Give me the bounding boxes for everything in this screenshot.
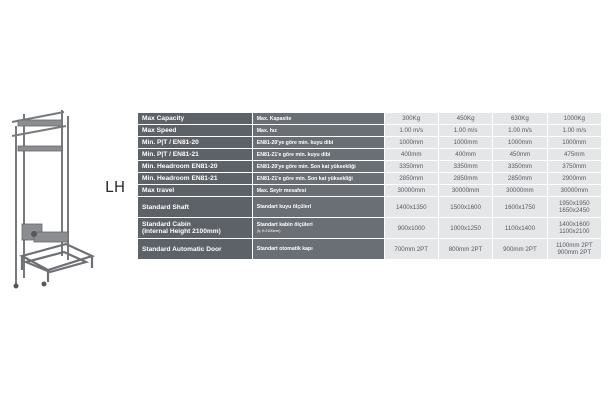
value-cell: 2900mm — [548, 173, 601, 184]
value-cell: 1000x1250 — [439, 218, 492, 238]
row-label-tr: Max. Kapasite — [253, 113, 384, 124]
row-label-en — [138, 218, 252, 238]
value-cell: 1000mm — [385, 137, 438, 148]
value-cell: 1.00 m/s — [548, 125, 601, 136]
value-cell: 400mm — [439, 149, 492, 160]
value-cell: 2850mm — [385, 173, 438, 184]
row-label-tr: Max. Seyir mesafesi — [253, 185, 384, 196]
value-cell: 3350mm — [439, 161, 492, 172]
value-cell: 900x1000 — [385, 218, 438, 238]
row-label-tr — [253, 218, 384, 238]
row-label-tr: EN81-21'e göre min. Son kat yüksekliği — [253, 173, 384, 184]
value-multiline: 1950x1950 1650x2450 — [558, 200, 590, 214]
row-label-en: Max Capacity — [138, 113, 252, 124]
value-cell: 1.00 m/s — [439, 125, 492, 136]
table-row — [138, 137, 601, 148]
value-cell: 630Kg — [493, 113, 546, 124]
value-cell: 450Kg — [439, 113, 492, 124]
row-label-tr: EN81-20'ye göre min. kuyu dibi — [253, 137, 384, 148]
row-label-en: Min. Headroom EN81-20 — [138, 161, 252, 172]
row-label-tr: Standart kuyu ölçüleri — [253, 197, 384, 217]
value-cell: 2850mm — [439, 173, 492, 184]
value-cell: 30000mm — [493, 185, 546, 196]
value-cell: 2850mm — [493, 173, 546, 184]
value-cell: 3350mm — [493, 161, 546, 172]
row-label-tr: Standart otomatik kapı — [253, 239, 384, 259]
value-cell: 3350mm — [385, 161, 438, 172]
row-label-en: Min. P|T / EN81-20 — [138, 137, 252, 148]
value-cell: 1400x1350 — [385, 197, 438, 217]
value-cell: 30000mm — [548, 185, 601, 196]
value-cell: 1600x1750 — [493, 197, 546, 217]
value-multiline: 1400x1600 1100x2100 — [558, 221, 590, 235]
value-cell — [548, 197, 601, 217]
value-cell — [548, 239, 601, 259]
value-multiline: 1100mm 2PT 900mm 2PT — [555, 242, 593, 256]
value-cell: 400mm — [385, 149, 438, 160]
row-label-tr-sub: (İç H:2100mm) — [256, 229, 281, 233]
value-cell: 1100x1400 — [493, 218, 546, 238]
table-row — [138, 218, 601, 238]
specification-table — [137, 112, 602, 260]
value-cell: 1.00 m/s — [493, 125, 546, 136]
row-label-tr: EN81-21'e göre min. kuyu dibi — [253, 149, 384, 160]
value-cell: 475mm — [548, 149, 601, 160]
value-cell: 1.00 m/s — [385, 125, 438, 136]
row-label-tr: Max. hız — [253, 125, 384, 136]
value-cell: 3750mm — [548, 161, 601, 172]
value-cell: 900mm 2PT — [493, 239, 546, 259]
row-label-en: Min. Headroom EN81-21 — [138, 173, 252, 184]
table-row — [138, 113, 601, 124]
table-row — [138, 197, 601, 217]
row-label-en-multiline: Standard Cabin (Internal Height 2100mm) — [142, 221, 221, 235]
row-label-tr: EN81-20'ye göre min. Son kat yüksekliği — [253, 161, 384, 172]
table-row — [138, 125, 601, 136]
row-label-tr-main: Standart kabin ölçüleri — [256, 222, 313, 228]
row-label-en: Max travel — [138, 185, 252, 196]
value-cell — [548, 218, 601, 238]
elevator-frame-illustration — [4, 106, 96, 296]
value-cell: 1000mm — [439, 137, 492, 148]
value-cell: 1000Kg — [548, 113, 601, 124]
table-row — [138, 185, 601, 196]
value-cell: 700mm 2PT — [385, 239, 438, 259]
model-label: LH — [105, 178, 126, 196]
value-cell: 450mm — [493, 149, 546, 160]
value-cell: 1000mm — [548, 137, 601, 148]
row-label-en: Standard Automatic Door — [138, 239, 252, 259]
table-row — [138, 161, 601, 172]
value-cell: 300Kg — [385, 113, 438, 124]
row-label-en: Standard Shaft — [138, 197, 252, 217]
table-row — [138, 173, 601, 184]
value-cell: 800mm 2PT — [439, 239, 492, 259]
value-cell: 30000mm — [385, 185, 438, 196]
value-cell: 1500x1600 — [439, 197, 492, 217]
table-row — [138, 149, 601, 160]
value-cell: 30000mm — [439, 185, 492, 196]
row-label-en: Max Speed — [138, 125, 252, 136]
value-cell: 1000mm — [493, 137, 546, 148]
table-row — [138, 239, 601, 259]
row-label-en: Min. P|T / EN81-21 — [138, 149, 252, 160]
